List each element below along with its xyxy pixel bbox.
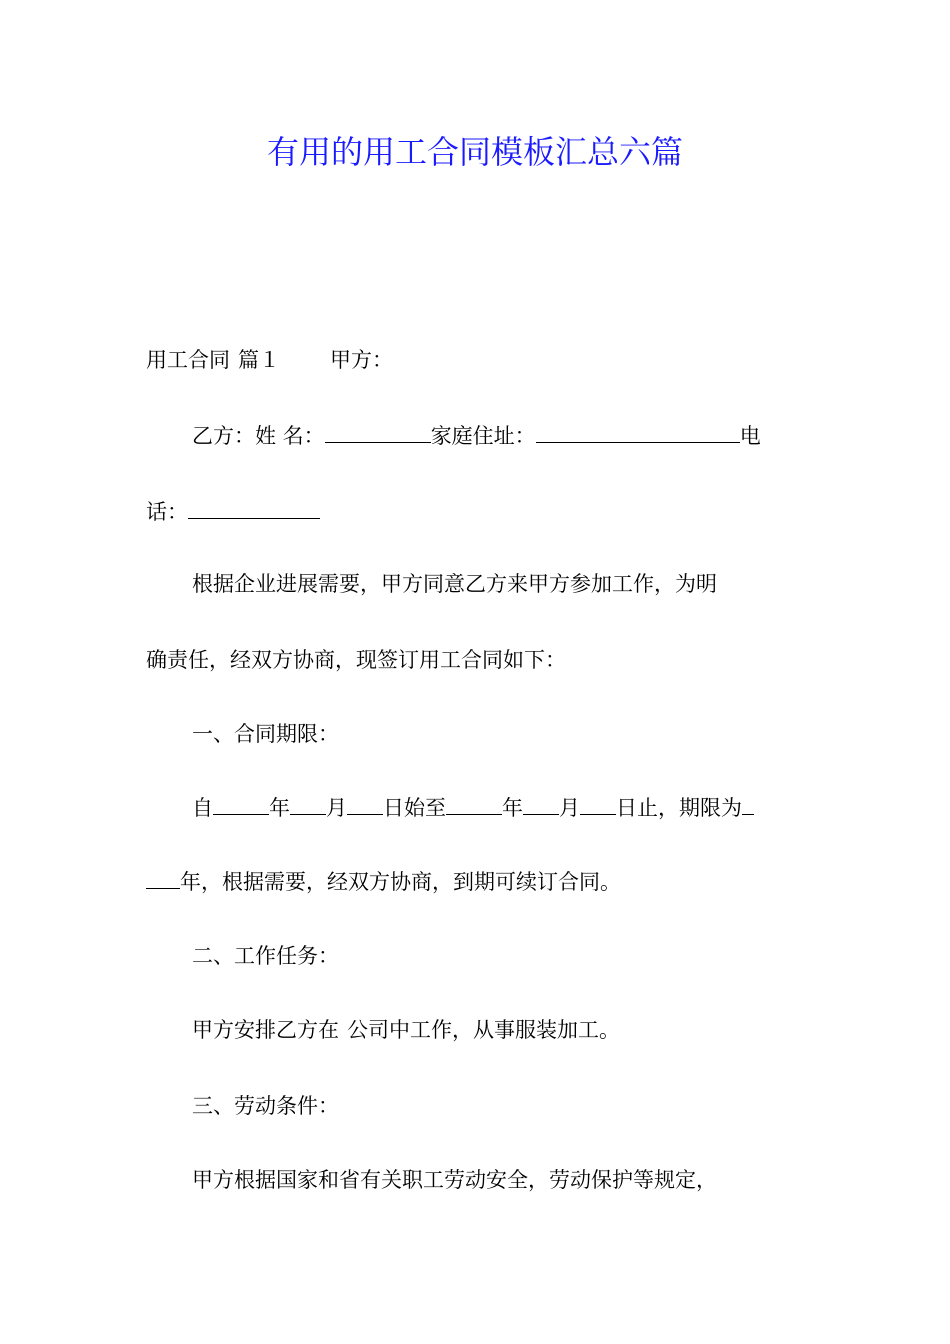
term-from: 自 bbox=[192, 796, 213, 820]
party-b-name-label: 乙方：姓 名： bbox=[192, 424, 325, 448]
term-line-2 bbox=[146, 866, 621, 898]
address-label: 家庭住址： bbox=[430, 424, 536, 448]
section-2-text bbox=[192, 1014, 620, 1046]
term-day-end: 日止，期限为 bbox=[616, 796, 742, 820]
party-b-line bbox=[192, 420, 761, 452]
end-year-blank bbox=[446, 792, 502, 815]
heading-contract-name: 用工合同 bbox=[146, 348, 230, 372]
duration-blank-start bbox=[742, 792, 754, 815]
section-3-text: 甲方根据国家和省有关职工劳动安全，劳动保护等规定， bbox=[192, 1168, 717, 1192]
name-blank bbox=[325, 420, 431, 443]
end-month-blank bbox=[523, 792, 559, 815]
phone-line bbox=[146, 496, 320, 528]
start-year-blank bbox=[213, 792, 269, 815]
section-3-title: 三、劳动条件： bbox=[192, 1094, 339, 1118]
contract-heading bbox=[146, 344, 393, 376]
phone-label-start: 电 bbox=[739, 424, 761, 448]
address-blank bbox=[536, 420, 740, 443]
end-day-blank bbox=[580, 792, 616, 815]
phone-blank bbox=[188, 496, 320, 519]
phone-label-end: 话： bbox=[146, 500, 188, 524]
document-title: 有用的用工合同模板汇总六篇 bbox=[266, 133, 683, 171]
section-1-title: 一、合同期限： bbox=[192, 722, 339, 746]
term-day-start: 日始至 bbox=[383, 796, 446, 820]
duration-blank-end bbox=[146, 866, 180, 889]
section-2-text-a: 甲方安排乙方在 bbox=[192, 1018, 339, 1042]
section-2-title: 二、工作任务： bbox=[192, 944, 339, 968]
term-line-1 bbox=[192, 792, 754, 824]
start-month-blank bbox=[290, 792, 326, 815]
start-day-blank bbox=[347, 792, 383, 815]
term-year-1: 年 bbox=[269, 796, 290, 820]
term-month-2: 月 bbox=[559, 796, 580, 820]
term-month-1: 月 bbox=[326, 796, 347, 820]
term-year-2: 年 bbox=[502, 796, 523, 820]
term-line-2-text: 年，根据需要，经双方协商，到期可续订合同。 bbox=[180, 870, 621, 894]
section-2-text-b: 公司中工作，从事服装加工。 bbox=[347, 1018, 620, 1042]
intro-line-1: 根据企业进展需要，甲方同意乙方来甲方参加工作，为明 bbox=[192, 572, 717, 596]
intro-line-2: 确责任，经双方协商，现签订用工合同如下： bbox=[146, 648, 566, 672]
heading-party-a: 甲方： bbox=[330, 348, 393, 372]
heading-article-number: 篇１ bbox=[238, 348, 280, 372]
